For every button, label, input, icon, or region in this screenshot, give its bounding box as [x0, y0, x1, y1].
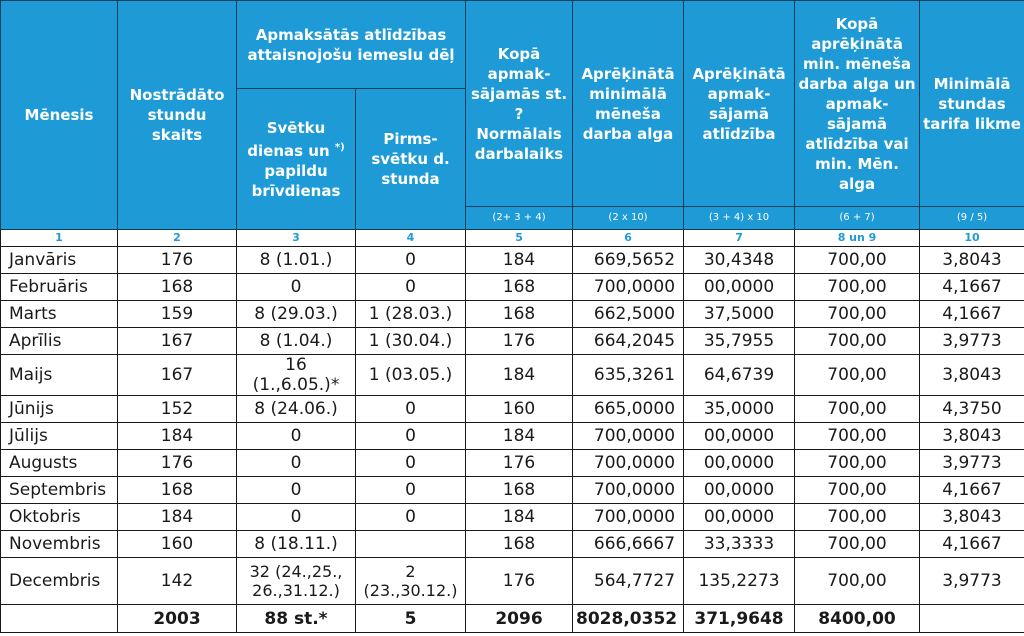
- table-row: [1, 477, 1024, 504]
- cell-holidays: 0: [237, 477, 356, 504]
- header-holidays-post: papildu brīvdienas: [251, 161, 341, 200]
- cell-calc-monthly: 700,0000: [573, 423, 684, 450]
- cell-total-hours: 184: [466, 247, 573, 274]
- cell-calc-monthly: 700,0000: [573, 504, 684, 531]
- cell-holidays: 8 (29.03.): [237, 301, 356, 328]
- cell-calc-payable: 33,3333: [684, 531, 795, 558]
- formula-col10: (9 / 5): [920, 207, 1024, 230]
- cell-pre-holiday: 0: [356, 274, 466, 301]
- column-number-row: [1, 230, 1024, 247]
- cell-hours: 167: [118, 355, 237, 396]
- cell-hours: 176: [118, 247, 237, 274]
- header-total-hours: [466, 1, 573, 207]
- cell-month: Oktobris: [1, 504, 118, 531]
- cell-month: Jūlijs: [1, 423, 118, 450]
- cell-rate: 3,8043: [920, 423, 1024, 450]
- cell-month: Septembris: [1, 477, 118, 504]
- cell-calc-monthly: 564,7727: [573, 558, 684, 605]
- cell-rate: 3,9773: [920, 450, 1024, 477]
- cell-holidays: 0: [237, 504, 356, 531]
- total-rate: [920, 605, 1024, 633]
- header-pre-holiday: Pirms-svētku d. stunda: [356, 89, 466, 230]
- cell-calc-payable: 35,7955: [684, 328, 795, 355]
- cell-total-hours: 184: [466, 355, 573, 396]
- column-number: 7: [684, 230, 795, 247]
- total-total-pay: 8400,00: [795, 605, 920, 633]
- cell-total-pay: 700,00: [795, 274, 920, 301]
- header-holidays-footnote: *): [334, 141, 345, 153]
- cell-month: Marts: [1, 301, 118, 328]
- table-row: [1, 450, 1024, 477]
- cell-month: Aprīlis: [1, 328, 118, 355]
- cell-holidays: 8 (1.01.): [237, 247, 356, 274]
- header-holidays-pre: Svētku dienas un: [247, 118, 335, 160]
- cell-total-pay: 700,00: [795, 396, 920, 423]
- column-number: 1: [1, 230, 118, 247]
- total-total-hours: 2096: [466, 605, 573, 633]
- totals-row: [1, 605, 1024, 633]
- header-holidays: [237, 89, 356, 230]
- cell-total-hours: 168: [466, 301, 573, 328]
- table-row: [1, 504, 1024, 531]
- cell-total-pay: 700,00: [795, 355, 920, 396]
- cell-pre-holiday: 0: [356, 477, 466, 504]
- cell-pre-holiday: 1 (28.03.): [356, 301, 466, 328]
- table-header: [1, 1, 1024, 230]
- cell-rate: 4,3750: [920, 396, 1024, 423]
- cell-pre-holiday: [356, 531, 466, 558]
- cell-hours: 167: [118, 328, 237, 355]
- column-number: 10: [920, 230, 1024, 247]
- cell-calc-payable: 37,5000: [684, 301, 795, 328]
- total-calc-monthly: 8028,0352: [573, 605, 684, 633]
- cell-total-hours: 168: [466, 274, 573, 301]
- cell-calc-monthly: 700,0000: [573, 274, 684, 301]
- cell-calc-payable: 135,2273: [684, 558, 795, 605]
- column-number: 3: [237, 230, 356, 247]
- header-paid-absence-group: Apmaksātās atlīdzības attaisnojošu iemeslu dēļ: [237, 1, 466, 89]
- cell-pre-holiday: 0: [356, 450, 466, 477]
- cell-total-pay: 700,00: [795, 247, 920, 274]
- cell-calc-monthly: 665,0000: [573, 396, 684, 423]
- cell-holidays: 8 (18.11.): [237, 531, 356, 558]
- header-total-monthly: Kopā aprēķinātā min. mēneša darba alga un apmak-sājamā atlīdzība vai min. Mēn. alga: [795, 1, 920, 207]
- cell-total-hours: 176: [466, 558, 573, 605]
- cell-month: Janvāris: [1, 247, 118, 274]
- total-label: [1, 605, 118, 633]
- cell-pre-holiday: 0: [356, 504, 466, 531]
- cell-total-pay: 700,00: [795, 423, 920, 450]
- cell-month: Jūnijs: [1, 396, 118, 423]
- table-row: [1, 423, 1024, 450]
- column-number: 4: [356, 230, 466, 247]
- total-calc-payable: 371,9648: [684, 605, 795, 633]
- cell-holidays: 16 (1.,6.05.)*: [237, 355, 356, 396]
- cell-rate: 4,1667: [920, 274, 1024, 301]
- cell-total-hours: 168: [466, 531, 573, 558]
- header-total-hours-mark: ?: [514, 104, 524, 123]
- table-row: [1, 328, 1024, 355]
- table-row: [1, 396, 1024, 423]
- header-calc-monthly: Aprēķinātā minimālā mēneša darba alga: [573, 1, 684, 207]
- cell-holidays: 0: [237, 274, 356, 301]
- cell-calc-payable: 35,0000: [684, 396, 795, 423]
- cell-calc-payable: 00,0000: [684, 423, 795, 450]
- header-planned-hours: Nostrādāto stundu skaits: [118, 1, 237, 230]
- cell-rate: 3,8043: [920, 247, 1024, 274]
- cell-calc-monthly: 662,5000: [573, 301, 684, 328]
- cell-hours: 142: [118, 558, 237, 605]
- table-row: [1, 301, 1024, 328]
- cell-calc-monthly: 666,6667: [573, 531, 684, 558]
- formula-col8: (6 + 7): [795, 207, 920, 230]
- cell-hours: 168: [118, 477, 237, 504]
- cell-hours: 159: [118, 301, 237, 328]
- cell-pre-holiday: 1 (30.04.): [356, 328, 466, 355]
- cell-pre-holiday: 1 (03.05.): [356, 355, 466, 396]
- cell-month: Maijs: [1, 355, 118, 396]
- header-hourly-rate: Minimālā stundas tarifa likme: [920, 1, 1024, 207]
- total-holidays: 88 st.*: [237, 605, 356, 633]
- cell-calc-payable: 30,4348: [684, 247, 795, 274]
- cell-calc-monthly: 700,0000: [573, 477, 684, 504]
- cell-total-pay: 700,00: [795, 504, 920, 531]
- cell-holidays: 32 (24.,25., 26.,31.12.): [237, 558, 356, 605]
- table-row: [1, 355, 1024, 396]
- cell-hours: 184: [118, 504, 237, 531]
- total-pre-holiday: 5: [356, 605, 466, 633]
- table-row: [1, 558, 1024, 605]
- cell-hours: 152: [118, 396, 237, 423]
- column-number: 2: [118, 230, 237, 247]
- header-total-hours-label: Kopā apmak-sājamās st.: [471, 44, 568, 103]
- cell-rate: 3,8043: [920, 355, 1024, 396]
- cell-holidays: 8 (24.06.): [237, 396, 356, 423]
- total-hours: 2003: [118, 605, 237, 633]
- cell-total-hours: 168: [466, 477, 573, 504]
- cell-total-pay: 700,00: [795, 450, 920, 477]
- cell-calc-payable: 00,0000: [684, 504, 795, 531]
- column-number: 8 un 9: [795, 230, 920, 247]
- formula-col5: (2+ 3 + 4): [466, 207, 573, 230]
- cell-total-hours: 184: [466, 423, 573, 450]
- header-calc-payable: Aprēķinātā apmak-sājamā atlīdzība: [684, 1, 795, 207]
- cell-total-pay: 700,00: [795, 477, 920, 504]
- header-total-hours-normal: Normālais darbalaiks: [474, 124, 564, 163]
- cell-holidays: 0: [237, 423, 356, 450]
- table-row: [1, 274, 1024, 301]
- cell-holidays: 0: [237, 450, 356, 477]
- cell-hours: 168: [118, 274, 237, 301]
- cell-rate: 4,1667: [920, 301, 1024, 328]
- cell-calc-payable: 64,6739: [684, 355, 795, 396]
- cell-rate: 3,8043: [920, 504, 1024, 531]
- cell-total-hours: 176: [466, 328, 573, 355]
- cell-pre-holiday: 0: [356, 396, 466, 423]
- cell-calc-payable: 00,0000: [684, 477, 795, 504]
- cell-total-hours: 160: [466, 396, 573, 423]
- cell-hours: 160: [118, 531, 237, 558]
- cell-calc-monthly: 700,0000: [573, 450, 684, 477]
- cell-month: Decembris: [1, 558, 118, 605]
- cell-month: Februāris: [1, 274, 118, 301]
- cell-rate: 4,1667: [920, 531, 1024, 558]
- table-row: [1, 247, 1024, 274]
- cell-hours: 176: [118, 450, 237, 477]
- cell-total-pay: 700,00: [795, 301, 920, 328]
- cell-rate: 3,9773: [920, 558, 1024, 605]
- cell-calc-monthly: 664,2045: [573, 328, 684, 355]
- cell-pre-holiday: 0: [356, 247, 466, 274]
- cell-calc-monthly: 669,5652: [573, 247, 684, 274]
- cell-pre-holiday: 0: [356, 423, 466, 450]
- formula-col7: (3 + 4) x 10: [684, 207, 795, 230]
- cell-hours: 184: [118, 423, 237, 450]
- cell-pre-holiday: 2 (23.,30.12.): [356, 558, 466, 605]
- cell-total-hours: 176: [466, 450, 573, 477]
- cell-total-hours: 184: [466, 504, 573, 531]
- cell-calc-payable: 00,0000: [684, 274, 795, 301]
- cell-calc-payable: 00,0000: [684, 450, 795, 477]
- cell-total-pay: 700,00: [795, 328, 920, 355]
- cell-rate: 4,1667: [920, 477, 1024, 504]
- column-number: 6: [573, 230, 684, 247]
- cell-month: Novembris: [1, 531, 118, 558]
- cell-holidays: 8 (1.04.): [237, 328, 356, 355]
- cell-calc-monthly: 635,3261: [573, 355, 684, 396]
- cell-total-pay: 700,00: [795, 558, 920, 605]
- formula-col6: (2 x 10): [573, 207, 684, 230]
- table-body: [1, 230, 1024, 633]
- cell-rate: 3,9773: [920, 328, 1024, 355]
- column-number: 5: [466, 230, 573, 247]
- table-row: [1, 531, 1024, 558]
- cell-total-pay: 700,00: [795, 531, 920, 558]
- header-month: Mēnesis: [1, 1, 118, 230]
- cell-month: Augusts: [1, 450, 118, 477]
